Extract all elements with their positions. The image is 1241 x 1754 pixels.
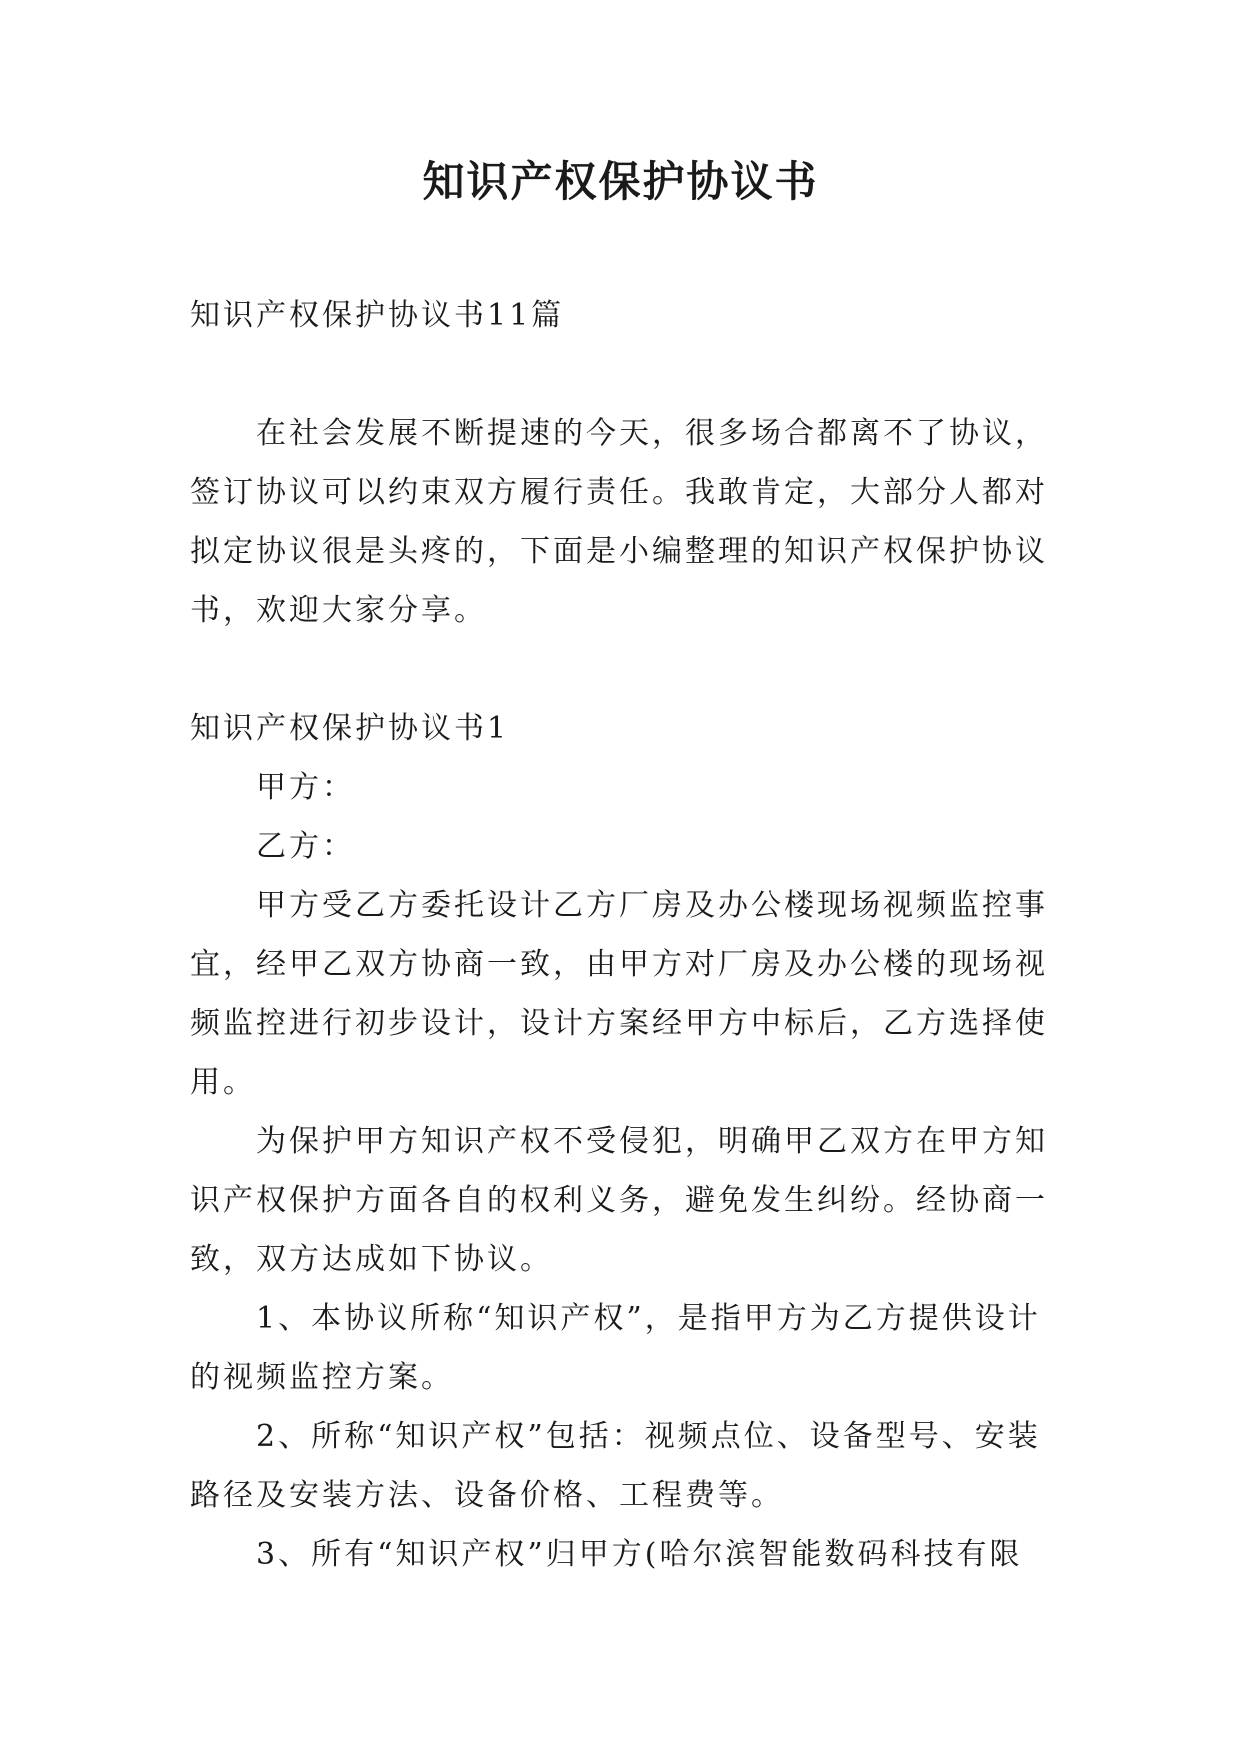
clause-1: 1、本协议所称“知识产权”，是指甲方为乙方提供设计的视频监控方案。 (190, 1301, 1041, 1395)
document-body (190, 286, 1052, 1584)
clause-2: 2、所称“知识产权”包括：视频点位、设备型号、安装路径及安装方法、设备价格、工程费等。 (190, 1419, 1041, 1513)
body-paragraph: 为保护甲方知识产权不受侵犯，明确甲乙双方在甲方知识产权保护方面各自的权利义务，避免发生纠纷。经协商一致，双方达成如下协议。 (190, 1124, 1048, 1277)
document-title: 知识产权保护协议书 (422, 157, 819, 206)
document-subtitle: 知识产权保护协议书11篇 (190, 298, 565, 333)
body-paragraph: 甲方受乙方委托设计乙方厂房及办公楼现场视频监控事宜，经甲乙双方协商一致，由甲方对厂房及办公楼的现场视频监控进行初步设计，设计方案经甲方中标后，乙方选择使用。 (190, 888, 1048, 1100)
clause-3: 3、所有“知识产权”归甲方(哈尔滨智能数码科技有限 (256, 1537, 1023, 1572)
intro-paragraph: 在社会发展不断提速的今天，很多场合都离不了协议，签订协议可以约束双方履行责任。我敢肯定，大部分人都对拟定协议很是头疼的，下面是小编整理的知识产权保护协议书，欢迎大家分享。 (190, 416, 1048, 628)
party-b-label: 乙方： (256, 829, 355, 864)
party-a-label: 甲方： (256, 770, 355, 805)
section-heading: 知识产权保护协议书1 (190, 711, 510, 746)
